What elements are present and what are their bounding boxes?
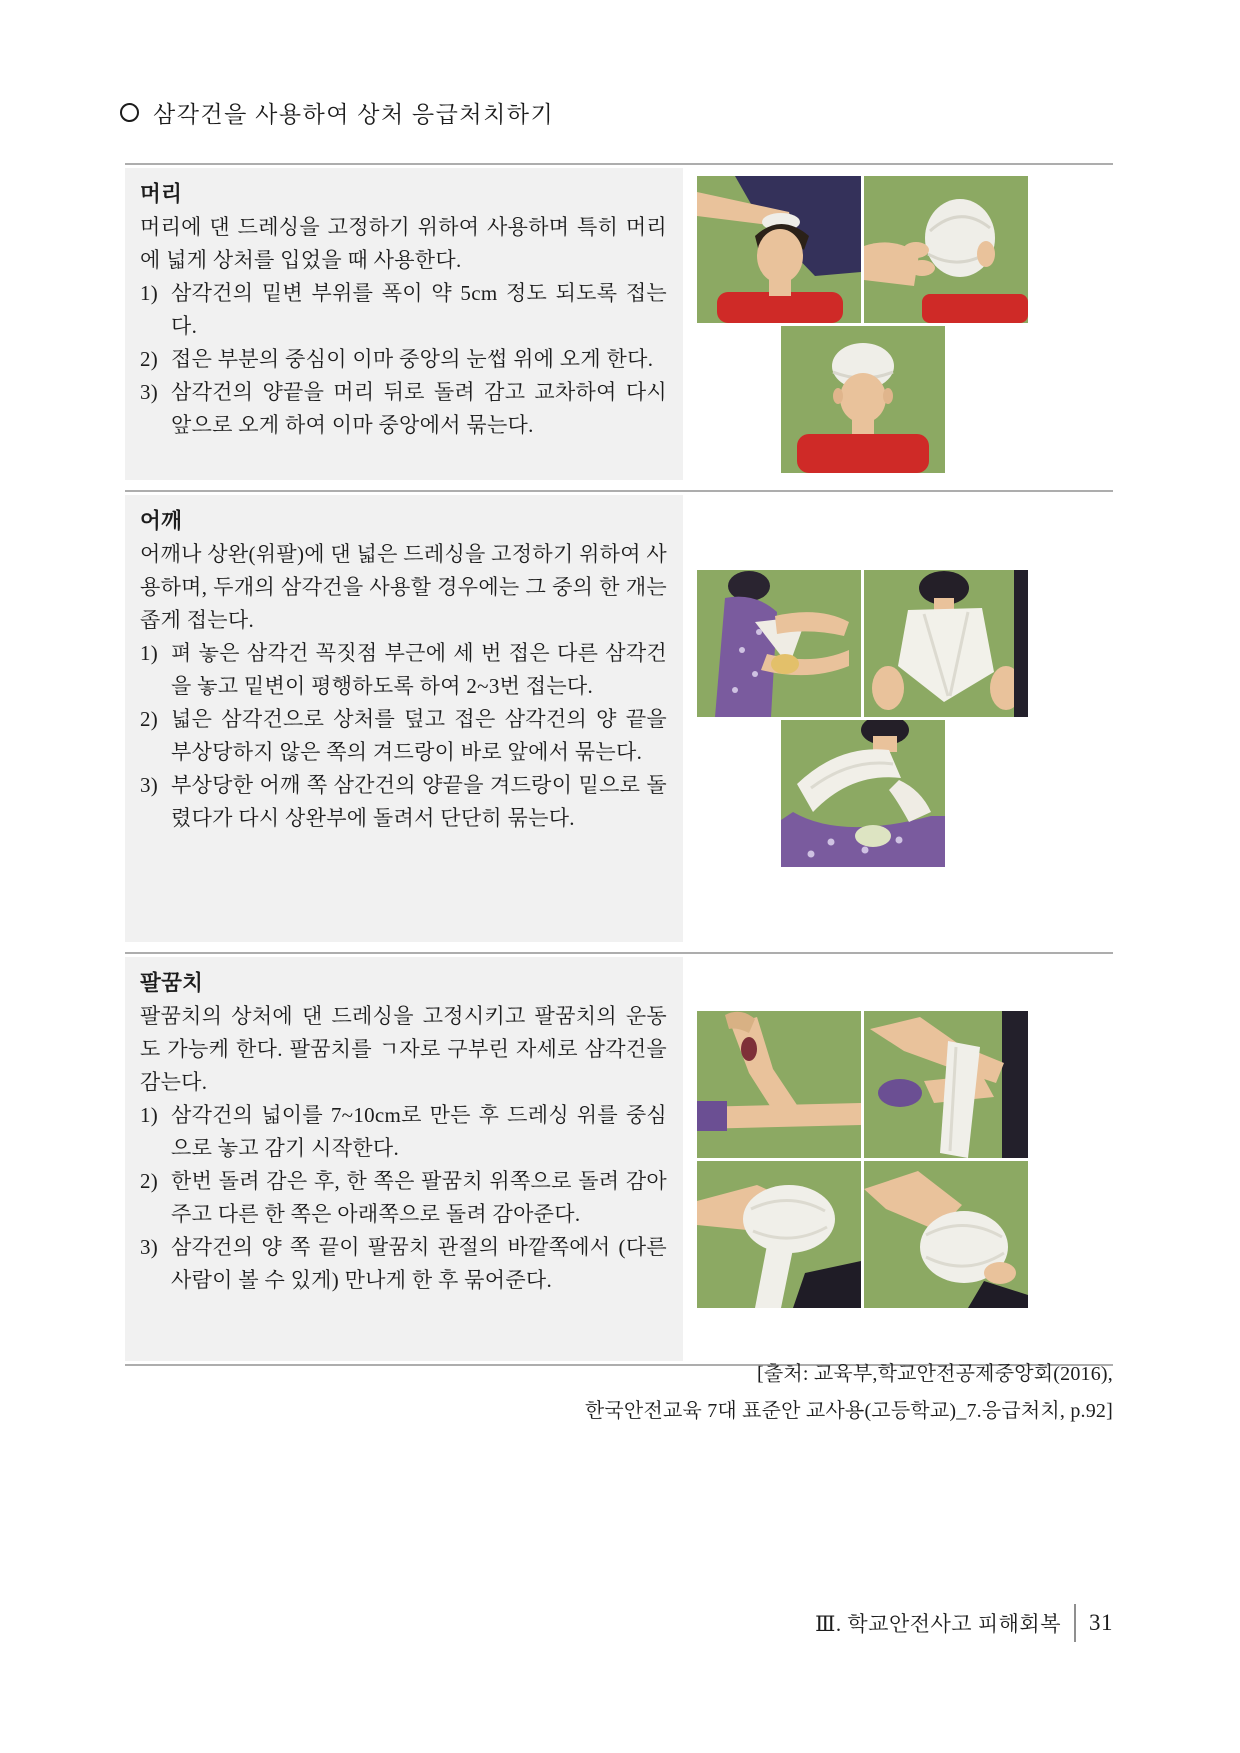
step-item: 1) 삼각건의 밑변 부위를 폭이 약 5cm 정도 되도록 접는다. — [140, 281, 667, 338]
section-head — [125, 163, 1113, 480]
step-item: 1) 펴 놓은 삼각건 꼭짓점 부근에 세 번 접은 다른 삼각건을 놓고 밑변이 평행하도록 하여 2~3번 접는다. — [140, 641, 667, 698]
section-shoulder — [125, 490, 1113, 942]
section-heading: 팔꿈치 — [140, 971, 204, 995]
source-line-2: 한국안전교육 7대 표준안 교사용(고등학교)_7.응급처치, p.92] — [584, 1400, 1113, 1422]
source-citation — [125, 1356, 1113, 1430]
photo-shoulder-step3-tied-around-arm — [781, 720, 945, 867]
photo-head-step2-wrapping-side — [864, 176, 1028, 323]
section-elbow-photos — [683, 957, 1113, 1361]
section-intro: 어깨나 상완(위팔)에 댄 넓은 드레싱을 고정하기 위하여 사용하며, 두개의 삼각건을 사용할 경우에는 그 중의 한 개는 좁게 접는다. — [140, 542, 667, 632]
section-heading: 머리 — [140, 182, 183, 206]
photo-shoulder-step1-folding — [697, 570, 861, 717]
step-item: 3) 삼각건의 양끝을 머리 뒤로 돌려 감고 교차하여 다시 앞으로 오게 하여 이마 중앙에서 묶는다. — [140, 380, 667, 437]
page-footer — [815, 1604, 1113, 1642]
step-item: 2) 한번 돌려 감은 후, 한 쪽은 팔꿈치 위쪽으로 돌려 감아 주고 다른 한 쪽은 아래쪽으로 돌려 감아준다. — [140, 1169, 667, 1226]
photo-elbow-step3-wrapped-under — [697, 1161, 861, 1308]
photo-elbow-step4-finished-tie — [864, 1161, 1028, 1308]
page-title — [120, 96, 554, 129]
section-intro: 팔꿈치의 상처에 댄 드레싱을 고정시키고 팔꿈치의 운동도 가능케 한다. 팔꿈치를 ㄱ자로 구부린 자세로 삼각건을 감는다. — [140, 1004, 667, 1094]
section-heading: 어깨 — [140, 509, 183, 533]
footer-divider — [1074, 1604, 1076, 1642]
footer-page-number: 31 — [1089, 1610, 1113, 1635]
photo-elbow-step1-bent-arm — [697, 1011, 861, 1158]
section-shoulder-photos — [683, 495, 1113, 942]
source-line-1: [출처: 교육부,학교안전공제중앙회(2016), — [756, 1363, 1113, 1385]
page-title-text: 삼각건을 사용하여 상처 응급처치하기 — [153, 102, 555, 127]
footer-section-label: Ⅲ. 학교안전사고 피해회복 — [815, 1612, 1061, 1636]
section-head-text-panel — [125, 168, 683, 480]
step-item: 2) 넓은 삼각건으로 상처를 덮고 접은 삼각건의 양 끝을 부상당하지 않은 쪽의 겨드랑이 바로 앞에서 묶는다. — [140, 707, 667, 764]
sections-container — [125, 163, 1113, 1376]
section-head-photos — [683, 168, 1113, 480]
photo-head-step1-placing-dressing — [697, 176, 861, 323]
section-intro: 머리에 댄 드레싱을 고정하기 위하여 사용하며 특히 머리에 넓게 상처를 입었을 때 사용한다. — [140, 215, 667, 272]
step-item: 1) 삼각건의 넓이를 7~10cm로 만든 후 드레싱 위를 중심으로 놓고 감기 시작한다. — [140, 1103, 667, 1160]
section-shoulder-text-panel — [125, 495, 683, 942]
step-item: 3) 삼각건의 양 쪽 끝이 팔꿈치 관절의 바깥쪽에서 (다른 사람이 볼 수 있게) 만나게 한 후 묶어준다. — [140, 1235, 667, 1292]
photo-head-step3-tied-front — [781, 326, 945, 473]
photo-elbow-step2-wrapping-bandage — [864, 1011, 1028, 1158]
step-item: 2) 접은 부분의 중심이 이마 중앙의 눈썹 위에 오게 한다. — [140, 347, 654, 371]
section-elbow — [125, 952, 1113, 1366]
section-elbow-text-panel — [125, 957, 683, 1361]
circle-bullet-icon — [120, 103, 139, 122]
step-item: 3) 부상당한 어깨 쪽 삼간건의 양끝을 겨드랑이 밑으로 돌렸다가 다시 상완부에 돌려서 단단히 묶는다. — [140, 773, 667, 830]
photo-shoulder-step2-draped-back — [864, 570, 1028, 717]
